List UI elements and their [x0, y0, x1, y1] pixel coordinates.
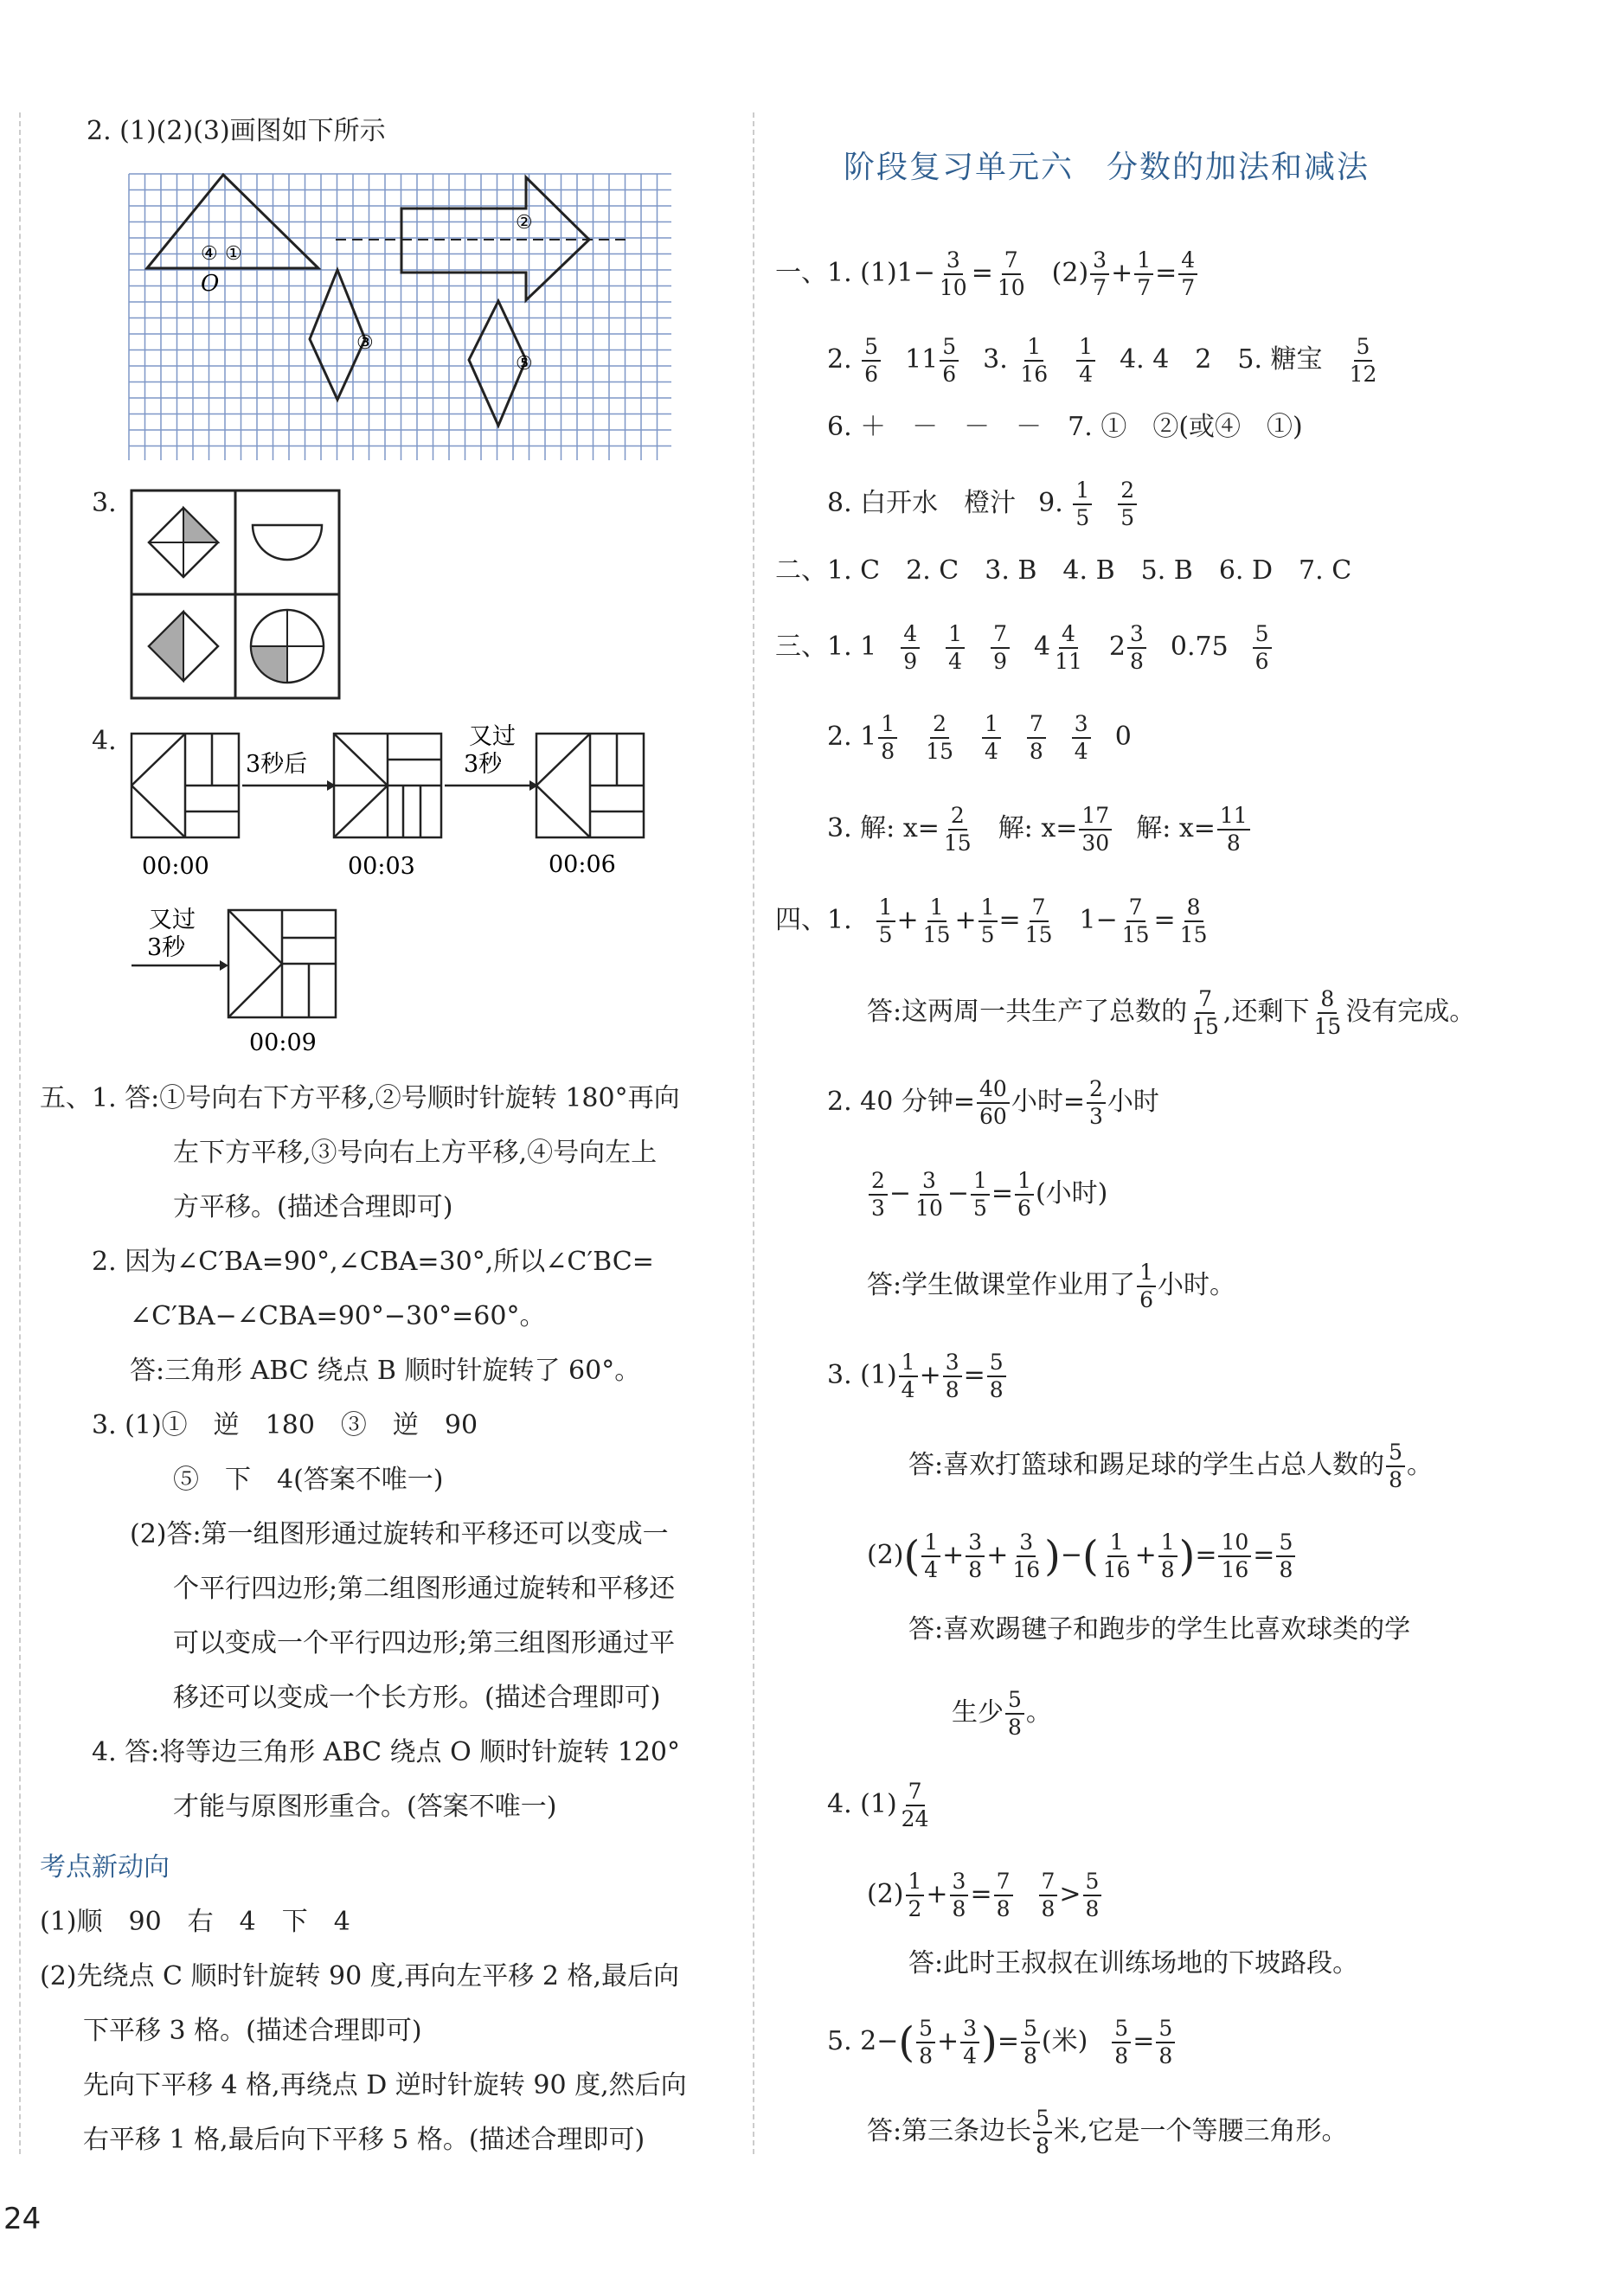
q3-label: 3. — [92, 488, 117, 518]
s5-3a: 3. (1)① 逆 180 ③ 逆 90 — [92, 1410, 478, 1440]
r-row-si1: 四、1. $\frac{1}{5}$ + $\frac{1}{15}$ + $\frac{1}{5}$ = $\frac{7}{15}$ 1− $\frac{7}{15}$ = $\frac{8}{15}$ — [775, 895, 1208, 947]
label-4: ④ — [201, 243, 218, 265]
page-number: 24 — [3, 2202, 42, 2236]
arrow-label-2b: 3秒 — [464, 751, 503, 778]
r-row-si3-ans3: 生少 $\frac{5}{8}$ 。 — [952, 1687, 1052, 1740]
q4-label: 4. — [92, 726, 117, 756]
symmetry-figures — [130, 489, 341, 700]
kd-2d: 右平移 1 格,最后向下平移 5 格。(描述合理即可) — [83, 2125, 645, 2155]
s5-4b: 才能与原图形重合。(答案不唯一) — [173, 1792, 557, 1822]
arrow-label-3a: 又过 — [149, 907, 196, 933]
r-row-si5-ans: 答:第三条边长 $\frac{5}{8}$ 米,它是一个等腰三角形。 — [867, 2106, 1348, 2158]
label-2: ② — [516, 212, 533, 234]
s5-3d: 个平行四边形;第二组图形通过旋转和平移还 — [173, 1574, 676, 1604]
label-o: O — [201, 271, 220, 297]
column-divider — [753, 112, 754, 2154]
kd-2b: 下平移 3 格。(描述合理即可) — [83, 2016, 422, 2046]
label-5: ⑤ — [516, 353, 533, 375]
frac: $\frac{3}{10}$ — [939, 247, 967, 300]
r-row-si4: 4. (1) $\frac{7}{24}$ — [827, 1779, 929, 1831]
r-row-si2b: $\frac{2}{3}$ − $\frac{3}{10}$ − $\frac{1}{5}$ = $\frac{1}{6}$ (小时) — [867, 1168, 1107, 1222]
s5-1b: 左下方平移,③号向右上方平移,④号向左上 — [173, 1138, 658, 1168]
s5-4a: 4. 答:将等边三角形 ABC 绕点 O 顺时针旋转 120° — [92, 1737, 681, 1767]
r-row-si2: 2. 40 分钟= $\frac{40}{60}$ 小时= $\frac{2}{3}$ 小时 — [827, 1076, 1159, 1129]
s5-3c: (2)答:第一组图形通过旋转和平移还可以变成一 — [130, 1519, 669, 1549]
r-row-si3b: (2)( $\frac{1}{4}$ + $\frac{3}{8}$ + $\frac{3}{16}$ )−( $\frac{1}{16}$ + $\frac{1}{8}$ )= $\frac{10}{16}$ = $\frac{5}{8}$ — [867, 1530, 1297, 1583]
arrow-label-1: 3秒后 — [246, 751, 308, 778]
s5-3f: 移还可以变成一个长方形。(描述合理即可) — [173, 1683, 661, 1713]
r-row-san2: 2. 1 $\frac{1}{8}$ $\frac{2}{15}$ $\frac{1}{4}$ $\frac{7}{8}$ $\frac{3}{4}$ 0 — [827, 711, 1132, 764]
r-row-si5: 5. 2−( $\frac{5}{8}$ + $\frac{3}{4}$ )= $\frac{5}{8}$ (米) $\frac{5}{8}$ = $\frac{5}{8}$ — [827, 2016, 1177, 2069]
left-margin-line — [19, 112, 21, 2154]
r-row-si4-ans: 答:此时王叔叔在训练场地的下坡路段。 — [908, 1948, 1359, 1979]
s5-1a: 五、1. 答:①号向右下方平移,②号顺时针旋转 180°再向 — [40, 1083, 680, 1113]
s5-2b: ∠C′BA−∠CBA=90°−30°=60°。 — [130, 1301, 546, 1331]
r-row-san1: 三、1. 1 $\frac{4}{9}$ $\frac{1}{4}$ $\frac{7}{9}$ 4 $\frac{4}{11}$ 2 $\frac{3}{8}$ 0.75 $\frac{5}{6}$ — [775, 621, 1274, 675]
r-row-si3-ans2: 答:喜欢踢毽子和跑步的学生比喜欢球类的学 — [908, 1614, 1411, 1645]
s5-2a: 2. 因为∠C′BA=90°,∠CBA=30°,所以∠C′BC= — [92, 1247, 654, 1277]
time-3: 00:09 — [249, 1029, 317, 1056]
r-row-6: 6. ＋ － － － 7. ① ②(或④ ①) — [827, 412, 1303, 442]
arrow-label-2a: 又过 — [469, 723, 516, 750]
time-1: 00:03 — [348, 853, 415, 880]
rotation-sequence-figure — [130, 718, 683, 1064]
r-row-2: 2. $\frac{5}{6}$ 11 $\frac{5}{6}$ 3. $\frac{1}{16}$ $\frac{1}{4}$ 4. 4 2 5. 糖宝 $\frac{5}{12}$ — [827, 334, 1377, 387]
r-row-si4b: (2) $\frac{1}{2}$ + $\frac{3}{8}$ = $\frac{7}{8}$ $\frac{7}{8}$ > $\frac{5}{8}$ — [867, 1869, 1103, 1922]
kd-1: (1)顺 90 右 4 下 4 — [40, 1907, 350, 1937]
arrow-label-3b: 3秒 — [147, 934, 186, 961]
s5-3e: 可以变成一个平行四边形;第三组图形通过平 — [173, 1628, 676, 1658]
s5-2c: 答:三角形 ABC 绕点 B 顺时针旋转了 60°。 — [130, 1356, 641, 1386]
time-0: 00:00 — [142, 853, 209, 880]
r-row-san3: 3. 解: x= $\frac{2}{15}$ 解: x= $\frac{17}{30}$ 解: x= $\frac{11}{8}$ — [827, 803, 1252, 856]
q2-text: 2. (1)(2)(3)画图如下所示 — [87, 116, 386, 146]
rotation-grid-figure — [128, 173, 673, 462]
kd-2a: (2)先绕点 C 顺时针旋转 90 度,再向左平移 2 格,最后向 — [40, 1961, 679, 1991]
r-row-si3-ans1: 答:喜欢打篮球和踢足球的学生占总人数的 $\frac{5}{8}$ 。 — [908, 1440, 1434, 1492]
label-3: ③ — [356, 332, 374, 354]
s5-3b: ⑤ 下 4(答案不唯一) — [173, 1465, 444, 1495]
r-row-8: 8. 白开水 橙汁 9. $\frac{1}{5}$ $\frac{2}{5}$ — [827, 478, 1139, 531]
kd-2c: 先向下平移 4 格,再绕点 D 逆时针旋转 90 度,然后向 — [83, 2070, 687, 2100]
kd-title: 考点新动向 — [40, 1852, 170, 1882]
section-title: 阶段复习单元六 分数的加法和减法 — [844, 150, 1370, 185]
s5-1c: 方平移。(描述合理即可) — [173, 1192, 453, 1222]
r-row-1: 一、1. (1)1− $\frac{3}{10}$ = $\frac{7}{10}$ (2) $\frac{3}{7}$ + $\frac{1}{7}$ = $\frac{4}{7}$ — [775, 247, 1199, 301]
r-row-si1-ans: 答:这两周一共生产了总数的 $\frac{7}{15}$ ,还剩下 $\frac{8}{15}$ 没有完成。 — [867, 986, 1476, 1039]
r-row-si2-ans: 答:学生做课堂作业用了 $\frac{1}{6}$ 小时。 — [867, 1260, 1236, 1312]
time-2: 00:06 — [549, 851, 616, 878]
label-1: ① — [225, 243, 242, 265]
r-row-si3: 3. (1) $\frac{1}{4}$ + $\frac{3}{8}$ = $\frac{5}{8}$ — [827, 1350, 1008, 1403]
r-row-er: 二、1. C 2. C 3. B 4. B 5. B 6. D 7. C — [775, 555, 1352, 586]
